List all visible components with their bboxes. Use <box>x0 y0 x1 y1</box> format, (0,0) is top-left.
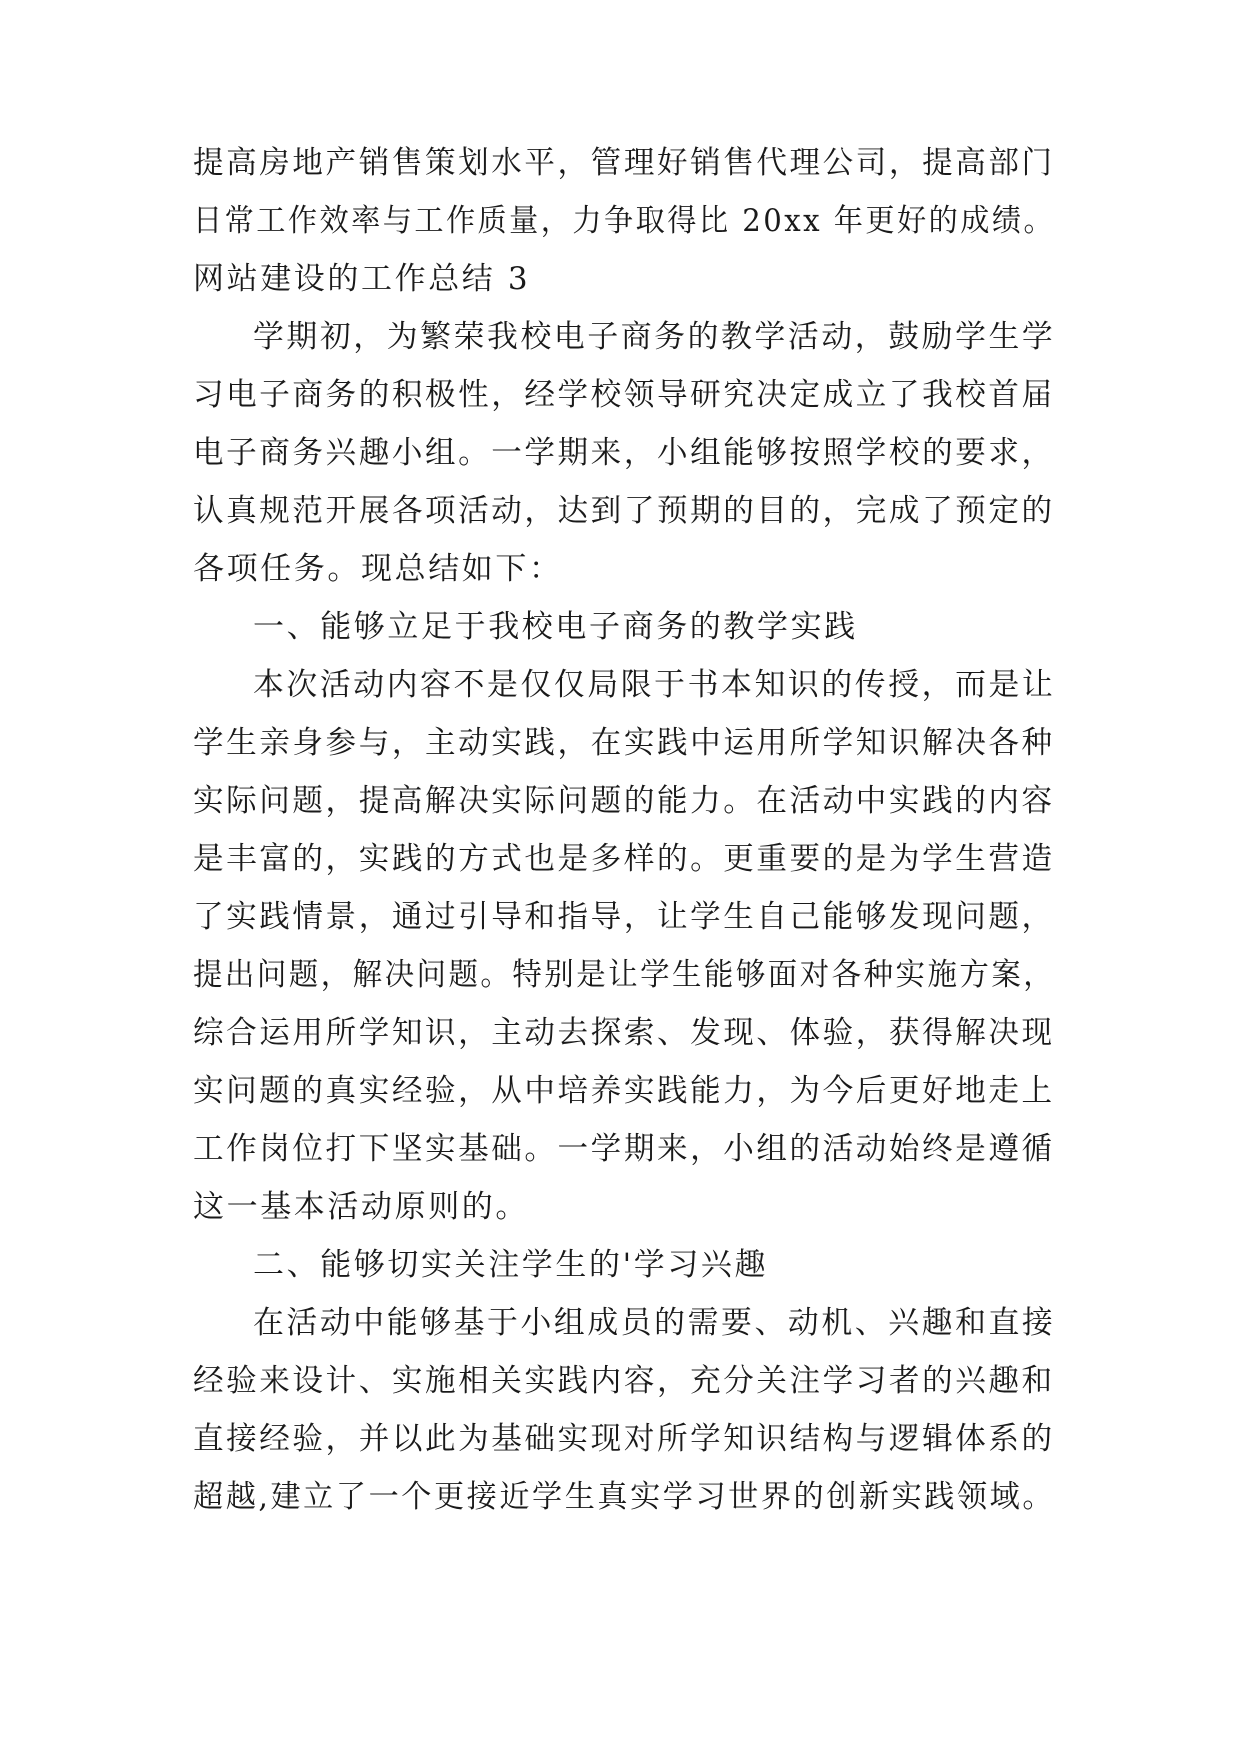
text-line: 经验来设计、实施相关实践内容，充分关注学习者的兴趣和 <box>193 1363 1055 1399</box>
subheading: 二、能够切实关注学生的'学习兴趣 <box>253 1247 769 1283</box>
section-title: 网站建设的工作总结 3 <box>193 261 531 297</box>
paragraph-start: 学期初，为繁荣我校电子商务的教学活动，鼓励学生学 <box>253 319 1056 355</box>
text-line: 各项任务。现总结如下： <box>193 551 563 587</box>
text-line: 提出问题，解决问题。特别是让学生能够面对各种实施方案， <box>193 957 1056 993</box>
text-line: 综合运用所学知识，主动去探索、发现、体验，获得解决现 <box>193 1015 1055 1051</box>
text-line: 日常工作效率与工作质量，力争取得比 20xx 年更好的成绩。 <box>193 203 1056 239</box>
text-line: 认真规范开展各项活动，达到了预期的目的，完成了预定的 <box>193 493 1055 529</box>
text-line: 实际问题，提高解决实际问题的能力。在活动中实践的内容 <box>193 783 1055 819</box>
text-line: 实问题的真实经验，从中培养实践能力，为今后更好地走上 <box>193 1073 1055 1109</box>
paragraph-start: 本次活动内容不是仅仅局限于书本知识的传授，而是让 <box>253 667 1056 703</box>
subheading: 一、能够立足于我校电子商务的教学实践 <box>253 609 858 645</box>
paragraph-start: 在活动中能够基于小组成员的需要、动机、兴趣和直接 <box>253 1305 1056 1341</box>
text-line: 提高房地产销售策划水平，管理好销售代理公司，提高部门 <box>193 145 1055 181</box>
text-line: 学生亲身参与，主动实践，在实践中运用所学知识解决各种 <box>193 725 1055 761</box>
text-line: 习电子商务的积极性，经学校领导研究决定成立了我校首届 <box>193 377 1055 413</box>
text-line: 是丰富的，实践的方式也是多样的。更重要的是为学生营造 <box>193 841 1055 877</box>
text-line: 了实践情景，通过引导和指导，让学生自己能够发现问题， <box>193 899 1055 935</box>
text-line: 这一基本活动原则的。 <box>193 1189 529 1225</box>
text-line: 工作岗位打下坚实基础。一学期来，小组的活动始终是遵循 <box>193 1131 1055 1167</box>
text-line: 直接经验，并以此为基础实现对所学知识结构与逻辑体系的 <box>193 1421 1055 1457</box>
text-line: 电子商务兴趣小组。一学期来，小组能够按照学校的要求， <box>193 435 1055 471</box>
text-line: 超越,建立了一个更接近学生真实学习世界的创新实践领域。 <box>193 1479 1056 1515</box>
